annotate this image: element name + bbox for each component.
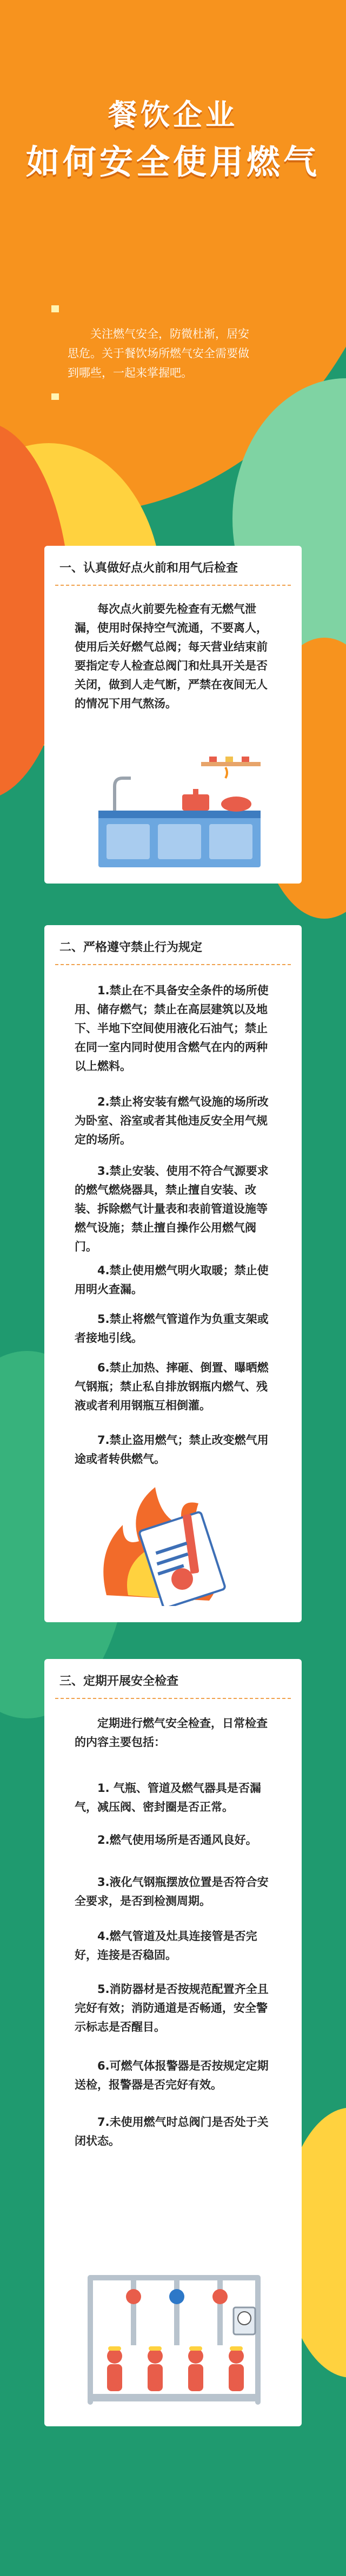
check-item: 2.燃气使用场所是否通风良好。	[97, 1834, 257, 1846]
check-item: 1. 气瓶、管道及燃气器具是否漏气，减压阀、密封圈是否正常。	[75, 1782, 261, 1814]
section-3-title: 三、定期开展安全检查	[59, 1675, 179, 1688]
rule-item: 1.禁止在不具备安全条件的场所使用、储存燃气；禁止在高层建筑以及地下、半地下空间使用液化石油气；禁止在同一室内同时使用含燃气在内的两种以上燃料。	[75, 984, 269, 1073]
section-3-lead: 定期进行燃气安全检查，日常检查的内容主要包括：	[75, 1717, 268, 1749]
check-item: 5.消防器材是否按规范配置齐全且完好有效；消防通道是否畅通，安全警示标志是否醒目。	[75, 1983, 269, 2033]
rule-item: 7.禁止盗用燃气；禁止改变燃气用途或者转供燃气。	[75, 1434, 269, 1466]
section-divider	[55, 585, 291, 586]
section-divider	[55, 1698, 291, 1699]
section-1-card	[44, 546, 302, 884]
rule-item: 6.禁止加热、摔砸、倒置、曝晒燃气钢瓶；禁止私自排放钢瓶内燃气、残液或者利用钢瓶互相倒灌。	[75, 1361, 269, 1412]
section-2-card	[44, 925, 302, 1622]
check-item: 4.燃气管道及灶具连接管是否完好，连接是否稳固。	[75, 1930, 257, 1962]
section-3-card	[44, 1659, 302, 2426]
rule-item: 3.禁止安装、使用不符合气源要求的燃气燃烧器具，禁止擅自安装、改装、拆除燃气计量表和表前管道设施等燃气设施；禁止擅自操作公用燃气阀门。	[75, 1165, 269, 1253]
fire-hazard-illustration	[90, 1487, 252, 1606]
gas-pipeline-workers-illustration	[82, 2264, 266, 2410]
rule-item: 4.禁止使用燃气明火取暖；禁止使用明火查漏。	[75, 1264, 269, 1296]
rule-item: 2.禁止将安装有燃气设施的场所改为卧室、浴室或者其他违反安全用气规定的场所。	[75, 1095, 269, 1146]
section-divider	[55, 964, 291, 965]
rule-item: 5.禁止将燃气管道作为负重支架或者接地引线。	[75, 1313, 269, 1344]
section-2-title: 二、严格遵守禁止行为规定	[59, 941, 203, 954]
page-title-line-1: 餐饮企业	[108, 98, 238, 132]
section-1-title: 一、认真做好点火前和用气后检查	[59, 561, 238, 575]
kitchen-illustration	[88, 757, 271, 870]
section-1-paragraph: 每次点火前要先检查有无燃气泄漏，使用时保持空气流通，不要离人，使用后关好燃气总阀；每天营业结束前要指定专人检查总阀门和灶具开关是否关闭，做到人走气断，严禁在夜间无人的情况下用气熬汤。	[75, 603, 268, 710]
page-title-line-2: 如何安全使用燃气	[25, 142, 320, 182]
check-item: 6.可燃气体报警器是否按规定定期送检，报警器是否完好有效。	[75, 2059, 269, 2091]
check-item: 3.液化气钢瓶摆放位置是否符合安全要求，是否到检测周期。	[75, 1876, 269, 1908]
check-item: 7.未使用燃气时总阀门是否处于关闭状态。	[75, 2116, 269, 2147]
intro-box: 关注燃气安全，防微杜渐，居安思危。关于餐饮场所燃气安全需要做到哪些，一起来掌握吧。	[51, 312, 278, 393]
